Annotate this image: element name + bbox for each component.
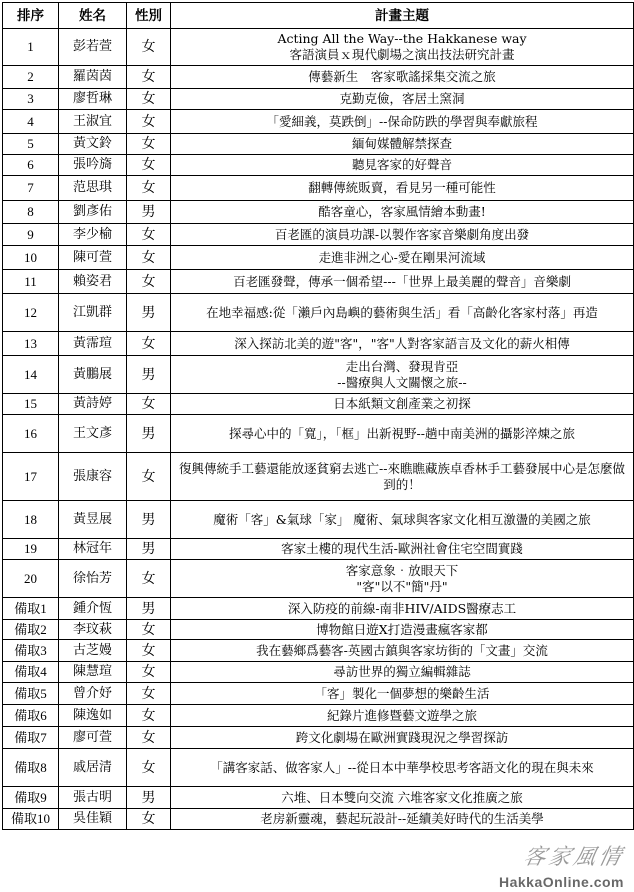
topic-cell (171, 787, 634, 809)
name-cell: 廖可萱 (59, 727, 127, 749)
topic-cell (171, 332, 634, 356)
table-row (3, 640, 634, 662)
name-cell: 黃詩婷 (59, 394, 127, 415)
topic-line: 尋訪世界的獨立編輯雜誌 (333, 664, 471, 679)
watermark-script: 客家風情 (520, 845, 627, 870)
rank-cell: 9 (3, 224, 59, 246)
gender-cell: 男 (127, 501, 171, 539)
gender-cell: 女 (127, 134, 171, 155)
name-cell: 張古明 (59, 787, 127, 809)
rank-cell: 1 (3, 29, 59, 66)
topic-cell (171, 294, 634, 332)
gender-cell: 女 (127, 270, 171, 294)
name-cell: 羅茵茵 (59, 66, 127, 89)
topic-cell (171, 110, 634, 134)
rank-cell: 備取8 (3, 749, 59, 787)
topic-line: 客家意象‧放眼天下 (345, 562, 459, 578)
topic-cell (171, 29, 634, 66)
rank-cell: 13 (3, 332, 59, 356)
topic-line: 在地幸福感:從「瀨戶內島嶼的藝術與生活」看「高齡化客家村落」再造 (206, 304, 598, 320)
topic-cell (171, 501, 634, 539)
gender-cell: 女 (127, 155, 171, 176)
topic-cell (171, 356, 634, 394)
gender-cell: 女 (127, 29, 171, 66)
topic-line: 「客」製化一個夢想的樂齡生活 (314, 685, 490, 701)
rank-cell: 備取4 (3, 662, 59, 683)
name-cell: 陳慧瑄 (59, 662, 127, 683)
rank-cell: 11 (3, 270, 59, 294)
gender-cell: 男 (127, 415, 171, 453)
gender-cell: 男 (127, 539, 171, 560)
gender-cell: 女 (127, 749, 171, 787)
table-row (3, 246, 634, 270)
name-cell: 鍾介恆 (59, 598, 127, 620)
table-row (3, 683, 634, 705)
rank-cell: 備取9 (3, 787, 59, 809)
table-row (3, 66, 634, 89)
topic-cell (171, 705, 634, 727)
name-cell: 黃霈瑄 (59, 332, 127, 356)
name-cell: 廖哲琳 (59, 89, 127, 110)
header-topic: 計畫主題 (171, 3, 634, 29)
topic-line: 客家土樓的現代生活-歐洲社會住宅空間實踐 (281, 541, 523, 556)
table-row (3, 394, 634, 415)
name-cell: 王文彥 (59, 415, 127, 453)
name-cell: 劉彥佑 (59, 201, 127, 224)
topic-cell (171, 134, 634, 155)
topic-line: 日本紙類文創產業之初探 (333, 396, 471, 411)
name-cell: 吳佳穎 (59, 809, 127, 830)
name-cell: 張康容 (59, 453, 127, 501)
topic-line: 探尋心中的「寬」，「框」出新視野--趟中南美洲的攝影淬煉之旅 (229, 425, 575, 441)
rank-cell: 16 (3, 415, 59, 453)
gender-cell: 女 (127, 640, 171, 662)
name-cell: 王淑宜 (59, 110, 127, 134)
rank-cell: 備取1 (3, 598, 59, 620)
name-cell: 彭若萱 (59, 29, 127, 66)
rank-cell: 8 (3, 201, 59, 224)
table-row (3, 415, 634, 453)
rank-cell: 備取5 (3, 683, 59, 705)
table-row (3, 749, 634, 787)
topic-line: 跨文化劇場在歐洲實踐現況之學習探訪 (295, 729, 509, 745)
gender-cell: 女 (127, 809, 171, 830)
gender-cell: 女 (127, 453, 171, 501)
selection-table (2, 2, 634, 830)
table-row (3, 705, 634, 727)
table-row (3, 110, 634, 134)
name-cell: 江凱群 (59, 294, 127, 332)
topic-cell (171, 246, 634, 270)
watermark-url: HakkaOnline.com (499, 874, 624, 890)
topic-line: "客"以不"簡"丹" (356, 578, 448, 594)
name-cell: 陳逸如 (59, 705, 127, 727)
rank-cell: 5 (3, 134, 59, 155)
topic-line: 紀錄片進修暨藝文遊學之旅 (326, 707, 477, 723)
topic-line: 走進非洲之心-愛在剛果河流域 (318, 249, 486, 265)
topic-line: 傳藝新生 客家歌謠採集交流之旅 (308, 69, 496, 84)
topic-cell (171, 66, 634, 89)
table-row (3, 809, 634, 830)
name-cell: 賴姿君 (59, 270, 127, 294)
topic-cell (171, 453, 634, 501)
rank-cell: 12 (3, 294, 59, 332)
topic-line: 百老匯的演員功課-以製作客家音樂劇角度出發 (274, 226, 530, 242)
table-row (3, 29, 634, 66)
topic-cell (171, 749, 634, 787)
topic-line: 老房新靈魂，藝起玩設計--延續美好時代的生活美學 (260, 811, 544, 826)
topic-cell (171, 224, 634, 246)
topic-line: 「愛細義，莫跌倒」--保命防跌的學習與奉獻旅程 (266, 113, 538, 129)
table-row (3, 89, 634, 110)
name-cell: 黃鵬展 (59, 356, 127, 394)
topic-cell (171, 620, 634, 640)
rank-cell: 19 (3, 539, 59, 560)
topic-cell (171, 394, 634, 415)
topic-line: 深入探訪北美的遊"客"，"客"人對客家語言及文化的薪火相傳 (234, 335, 570, 351)
rank-cell: 6 (3, 155, 59, 176)
topic-line: 翻轉傳統販賣，看見另一種可能性 (308, 180, 496, 195)
watermark (496, 840, 628, 890)
gender-cell: 男 (127, 201, 171, 224)
topic-cell (171, 598, 634, 620)
topic-cell (171, 270, 634, 294)
topic-cell (171, 662, 634, 683)
table-row (3, 224, 634, 246)
name-cell: 徐怡芳 (59, 560, 127, 598)
name-cell: 范思琪 (59, 176, 127, 201)
name-cell: 曾介妤 (59, 683, 127, 705)
name-cell: 黃昱展 (59, 501, 127, 539)
rank-cell: 18 (3, 501, 59, 539)
table-row (3, 270, 634, 294)
table-row (3, 294, 634, 332)
table-row (3, 201, 634, 224)
topic-line: 緬甸媒體解禁探查 (351, 136, 452, 151)
table-row (3, 620, 634, 640)
topic-line: Acting All the Way--the Hakkanese way (277, 31, 527, 46)
table-row (3, 727, 634, 749)
topic-line: 「講客家話、做客家人」--從日本中華學校思考客語文化的現在與未來 (210, 759, 594, 775)
gender-cell: 女 (127, 705, 171, 727)
rank-cell: 備取2 (3, 620, 59, 640)
gender-cell: 女 (127, 727, 171, 749)
topic-cell (171, 89, 634, 110)
rank-cell: 備取6 (3, 705, 59, 727)
rank-cell: 備取7 (3, 727, 59, 749)
name-cell: 陳可萱 (59, 246, 127, 270)
table-row (3, 155, 634, 176)
gender-cell: 男 (127, 598, 171, 620)
table-row (3, 501, 634, 539)
topic-cell (171, 539, 634, 560)
topic-line: 我在藝鄉爲藝客-英國古鎮與客家坊街的「文畫」交流 (256, 642, 548, 658)
table-row (3, 787, 634, 809)
topic-line: 聽見客家的好聲音 (351, 157, 452, 172)
topic-line: 深入防疫的前線-南非HIV/AIDS醫療志工 (287, 600, 517, 616)
topic-line: 六堆、日本雙向交流 六堆客家文化推廣之旅 (281, 789, 523, 805)
topic-line: 客語演員ｘ現代劇場之演出技法研究計畫 (289, 47, 515, 62)
table-row (3, 539, 634, 560)
topic-line: 百老匯發聲，傳承一個希望---「世界上最美麗的聲音」音樂劇 (233, 273, 571, 289)
gender-cell: 女 (127, 332, 171, 356)
topic-line: 酷客童心，客家風情繪本動畫! (318, 204, 486, 219)
gender-cell: 男 (127, 294, 171, 332)
name-cell: 李少榆 (59, 224, 127, 246)
rank-cell: 15 (3, 394, 59, 415)
name-cell: 古芝嫚 (59, 640, 127, 662)
rank-cell: 14 (3, 356, 59, 394)
table-row (3, 134, 634, 155)
table-row (3, 598, 634, 620)
table-row (3, 332, 634, 356)
gender-cell: 女 (127, 662, 171, 683)
name-cell: 戚居清 (59, 749, 127, 787)
rank-cell: 3 (3, 89, 59, 110)
header-rank: 排序 (3, 3, 59, 29)
header-gender: 性別 (127, 3, 171, 29)
gender-cell: 女 (127, 224, 171, 246)
rank-cell: 17 (3, 453, 59, 501)
header-name: 姓名 (59, 3, 127, 29)
table-row (3, 356, 634, 394)
table-row (3, 662, 634, 683)
topic-cell (171, 683, 634, 705)
topic-cell (171, 640, 634, 662)
topic-cell (171, 560, 634, 598)
name-cell: 黃文鈴 (59, 134, 127, 155)
rank-cell: 4 (3, 110, 59, 134)
name-cell: 張吟旖 (59, 155, 127, 176)
topic-cell (171, 415, 634, 453)
rank-cell: 20 (3, 560, 59, 598)
gender-cell: 女 (127, 89, 171, 110)
topic-line: --醫療與人文關懷之旅-- (337, 374, 467, 390)
topic-line: 走出台灣、發現肯亞 (345, 358, 459, 374)
gender-cell: 男 (127, 787, 171, 809)
rank-cell: 7 (3, 176, 59, 201)
rank-cell: 備取10 (3, 809, 59, 830)
topic-line: 克勤克儉，客居土窯洞 (339, 91, 465, 106)
gender-cell: 女 (127, 683, 171, 705)
gender-cell: 女 (127, 394, 171, 415)
gender-cell: 女 (127, 176, 171, 201)
header-row (3, 3, 634, 29)
topic-cell (171, 727, 634, 749)
gender-cell: 女 (127, 560, 171, 598)
rank-cell: 10 (3, 246, 59, 270)
name-cell: 林冠年 (59, 539, 127, 560)
table-row (3, 560, 634, 598)
topic-cell (171, 176, 634, 201)
rank-cell: 備取3 (3, 640, 59, 662)
gender-cell: 女 (127, 66, 171, 89)
topic-line: 復興傳統手工藝還能放逐貧窮去逃亡--來瞧瞧藏族卓香林手工藝發展中心是怎麼做到的！ (179, 460, 625, 492)
table-body (3, 29, 634, 830)
gender-cell: 男 (127, 356, 171, 394)
table-row (3, 453, 634, 501)
topic-line: 博物館日遊X打造漫畫瘋客家都 (316, 621, 488, 637)
topic-cell (171, 809, 634, 830)
topic-line: 魔術「客」&氣球「家」 魔術、氣球與客家文化相互激盪的美國之旅 (213, 511, 591, 527)
topic-cell (171, 155, 634, 176)
name-cell: 李玟萩 (59, 620, 127, 640)
rank-cell: 2 (3, 66, 59, 89)
gender-cell: 女 (127, 620, 171, 640)
topic-cell (171, 201, 634, 224)
gender-cell: 女 (127, 110, 171, 134)
table-row (3, 176, 634, 201)
gender-cell: 女 (127, 246, 171, 270)
